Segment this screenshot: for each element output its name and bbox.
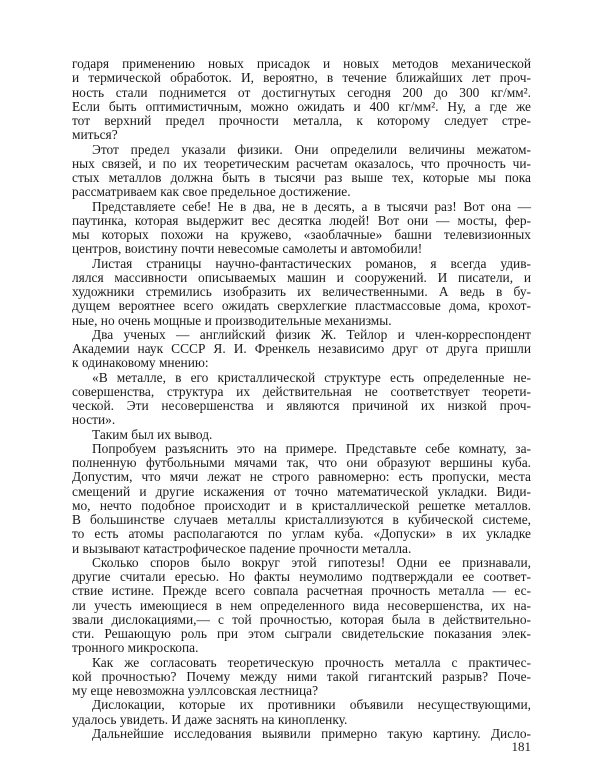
text-line: Попробуем разъяснить это на примере. Представьте себе комнату, за-: [92, 440, 531, 456]
text-line: стых металлов должна быть в тысячи раз выше тех, которые мы пока: [72, 170, 531, 185]
text-line: Академии наук СССР Я. И. Френкель независимо друг от друга пришли: [72, 341, 531, 356]
paragraph: [72, 143, 531, 200]
text-line: лялся массивности описываемых машин и сооружений. И писатели, и: [72, 269, 531, 285]
text-line: ность стали поднимется от достигнутых сегодня 200 до 300 кг/мм².: [72, 84, 531, 100]
paragraph: [72, 698, 531, 727]
text-line: Таким был их вывод.: [92, 426, 213, 442]
text-line: Этот предел указали физики. Они определили величины межатом-: [92, 141, 531, 157]
text-line: тот верхний предел прочности металла, к которому следует стре-: [72, 113, 531, 128]
text-line: «В металле, в его кристаллической структуре есть определенные не-: [92, 369, 531, 385]
text-line: сти. Решающую роль при этом сыграли свидетельские показания элек-: [72, 626, 531, 641]
paragraph: [72, 556, 531, 656]
text-line: центров, воистину почти невесомые самолеты и автомобили!: [72, 241, 423, 257]
text-line: Листая страницы научно-фантастических романов, я всегда удив-: [92, 255, 531, 271]
text-line: смещений и другие искажения от точно математической укладки. Види-: [72, 483, 531, 499]
paragraph: [72, 428, 531, 442]
text-line: му еще невозможна уэллсовская лестница?: [72, 683, 319, 698]
text-line: художники стремились изобразить их величественными. А ведь в бу-: [72, 284, 531, 299]
text-line: Два ученых — английский физик Ж. Тейлор и член-корреспондент: [92, 326, 531, 342]
text-line: Сколько споров было вокруг этой гипотезы! Одни ее признавали,: [92, 554, 531, 570]
paragraph: [72, 257, 531, 328]
text-line: совершенства, структура их действительная не соответствует теорети-: [72, 383, 531, 399]
text-line: мо, нечто подобное происходит и в кристаллической решетке металлов.: [72, 497, 531, 513]
text-line: ные, но очень мощные и производительные механизмы.: [72, 312, 392, 328]
text-line: полненную футбольными мячами так, что они образуют вершины куба.: [72, 455, 531, 470]
paragraph: [72, 57, 531, 143]
text-line: паутинка, которая выдержит вес десятка людей! Вот они — мосты, фер-: [72, 212, 531, 228]
text-line: годаря применению новых присадок и новых методов механической: [72, 56, 531, 71]
text-line: В большинстве случаев металлы кристаллизуются в кубической системе,: [72, 512, 531, 527]
text-line: ли учесть имеющиеся в нем определенного вида несовершенства, их на-: [72, 597, 531, 613]
text-line: Представляете себе! Не в два, не в десять, а в тысячи раз! Вот она —: [92, 198, 531, 214]
text-line: миться?: [72, 127, 118, 143]
text-line: ческой. Эти несовершенства и являются причиной их низкой проч-: [72, 398, 531, 413]
text-line: ности».: [72, 412, 116, 428]
text-line: Дислокации, которые их противники объявили несуществующими,: [92, 697, 531, 713]
text-line: тронного микроскопа.: [72, 640, 199, 656]
text-line: и вызывают катастрофическое падение прочности металла.: [72, 540, 412, 556]
text-line: звали дислокациями,— с той прочностью, которая была в действительно-: [72, 611, 531, 627]
text-line: ных связей, и по их теоретическим расчетам оказалось, что прочность чи-: [72, 155, 531, 171]
text-line: Как же согласовать теоретическую прочность металла с практичес-: [92, 654, 531, 670]
paragraph: [72, 727, 531, 741]
text-line: то есть атомы располагаются по углам куба. «Допуски» в их укладке: [72, 526, 531, 542]
text-line: Допустим, что мячи лежат не строго равномерно: есть пропуски, места: [72, 469, 531, 485]
paragraph: [72, 442, 531, 556]
paragraph: [72, 200, 531, 257]
text-line: к одинаковому мнению:: [72, 355, 209, 371]
text-line: Дальнейшие исследования выявили примерно такую картину. Дисло-: [92, 725, 531, 741]
text-line: другие считали ересью. Но факты неумолимо подтверждали ее соответ-: [72, 569, 531, 584]
text-line: рассматриваем как свое предельное достижение.: [72, 184, 351, 200]
page-number: 181: [511, 739, 531, 754]
text-line: кой прочностью? Почему между ними такой гигантский разрыв? Поче-: [72, 668, 531, 684]
paragraph: [72, 371, 531, 428]
paragraph: [72, 656, 531, 699]
paragraph: [72, 328, 531, 371]
text-line: ствие истине. Прежде всего совпала расчетная прочность металла — ес-: [72, 583, 531, 599]
text-line: и термической обработок. И, вероятно, в течение ближайших лет проч-: [72, 70, 531, 86]
text-line: мы которых похожи на кружево, «заоблачные» башни телевизионных: [72, 227, 531, 242]
text-line: удалось увидеть. И даже заснять на кинопленку.: [72, 711, 348, 727]
text-line: Если быть оптимистичным, можно ожидать и 400 кг/мм². Ну, а где же: [72, 98, 531, 114]
book-page-text: [72, 57, 531, 741]
text-line: дущем вероятнее всего ожидать сверхлегкие пластмассовые дома, крохот-: [72, 298, 531, 314]
